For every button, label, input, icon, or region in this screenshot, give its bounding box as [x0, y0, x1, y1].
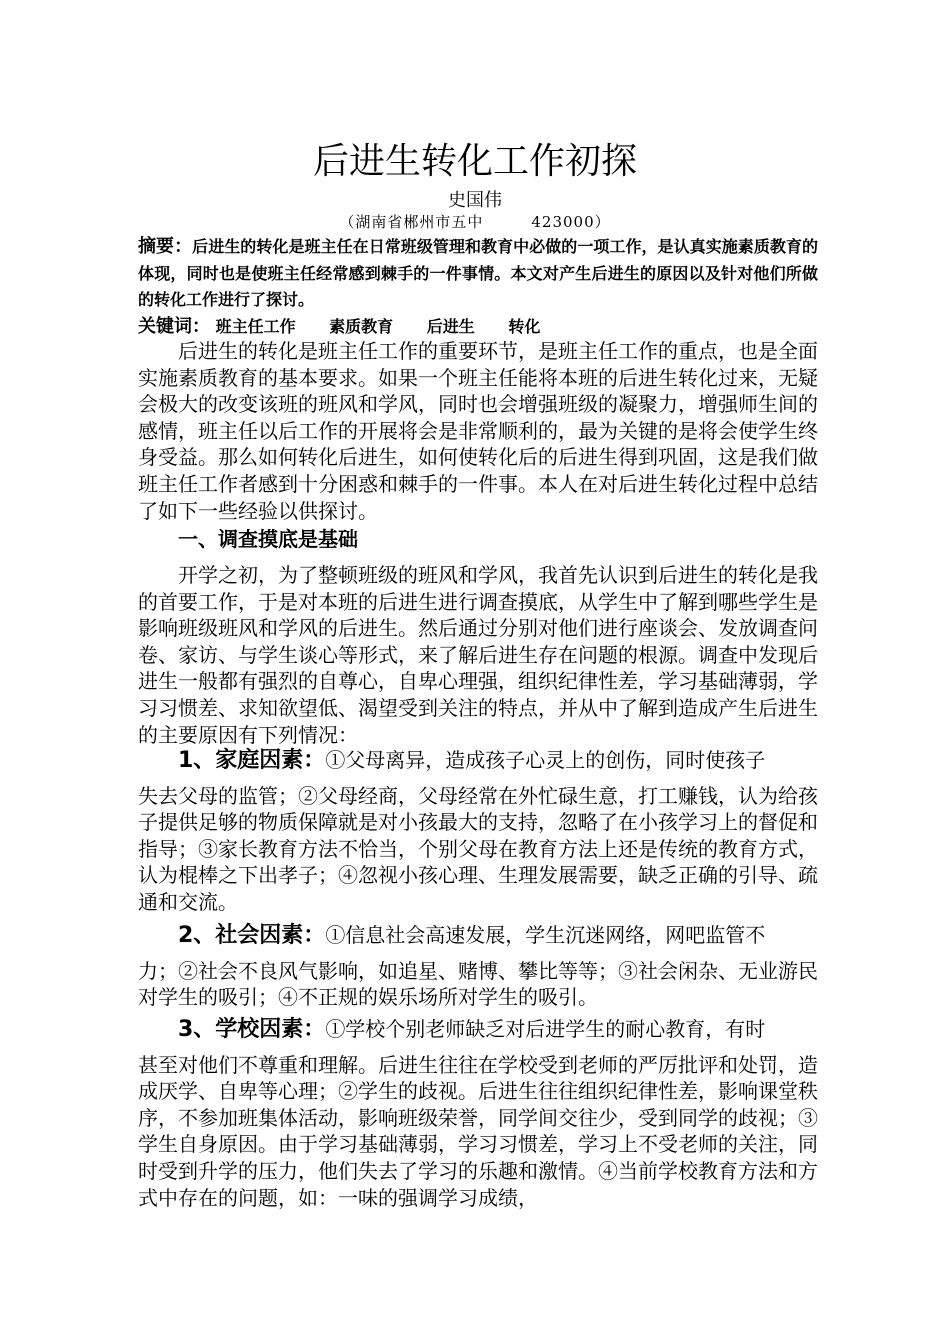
factor-school [138, 1016, 818, 1211]
section-heading: 一、调查摸底是基础 [178, 527, 358, 551]
abstract-text: 后进生的转化是班主任在日常班级管理和教育中必做的一项工作，是认真实施素质教育的体现，同时也是使班主任经常感到棘手的一件事情。本文对产生后进生的原因以及针对他们所做的转化工作进行了探讨。 [138, 237, 818, 309]
factor-first-line [138, 1016, 818, 1044]
keyword: 后进生 [426, 317, 475, 336]
keywords-label: 关键词： [138, 316, 210, 337]
factor-text-continued: 甚至对他们不尊重和理解。后进生往往在学校受到老师的严厉批评和处罚，造成厌学、自卑等心理；②学生的歧视。后进生往往组织纪律性差，影响课堂秩序，不参加班集体活动，影响班级荣誉，同学间交往少，受到同学的歧视；③学生自身原因。由于学习基础薄弱，学习习惯差，学习上不受老师的关注，同时受到升学的压力，他们失去了学习的乐趣和激情。④当前学校教育方法和方式中存在的问题，如：一味的强调学习成绩， [138, 1052, 818, 1210]
affiliation-postcode: 423000） [531, 213, 611, 231]
factor-text-continued: 力；②社会不良风气影响，如追星、赌博、攀比等等；③社会闲杂、无业游民对学生的吸引；④不正规的娱乐场所对学生的吸引。 [138, 958, 818, 1010]
keywords [138, 314, 818, 340]
factor-text: ①父母离异，造成孩子心灵上的创伤，同时使孩子 [325, 748, 766, 772]
affiliation-school: （湖南省郴州市五中 [339, 213, 484, 231]
factor-first-line [138, 747, 818, 775]
keyword: 素质教育 [329, 317, 394, 336]
keyword: 转化 [508, 317, 541, 336]
intro-paragraph: 后进生的转化是班主任工作的重要环节，是班主任工作的重点，也是全面实施素质教育的基本要求。如果一个班主任能将本班的后进生转化过来，无疑会极大的改变该班的班风和学风，同时也会增强班级的凝聚力，增强师生间的感情，班主任以后工作的开展将会是非常顺利的，最为关键的是将会使学生终身受益。那么如何转化后进生，如何使转化后的后进生得到巩固，这是我们做班主任工作者感到十分困惑和棘手的一件事。本人在对后进生转化过程中总结了如下一些经验以供探讨。 [138, 339, 818, 523]
factor-text: ①学校个别老师缺乏对后进学生的耐心教育，有时 [325, 1017, 766, 1041]
factor-text-continued: 失去父母的监管；②父母经商，父母经常在外忙碌生意，打工赚钱，认为给孩子提供足够的物质保障就是对小孩最大的支持，忽略了在小孩学习上的督促和指导；③家长教育方法不恰当，个别父母在教育方法上还是传统的教育方式，认为棍棒之下出孝子；④忽视小孩心理、生理发展需要，缺乏正确的引导、疏通和交流。 [138, 783, 818, 914]
keyword: 班主任工作 [215, 317, 296, 336]
document-title: 后进生转化工作初探 [312, 141, 637, 182]
factor-label: 3、学校因素： [178, 1017, 326, 1042]
abstract [138, 234, 818, 314]
section-paragraph: 开学之初，为了整顿班级的班风和学风，我首先认识到后进生的转化是我的首要工作，于是对本班的后进生进行调查摸底，从学生中了解到哪些学生是影响班级班风和学风的后进生。然后通过分别对他们进行座谈会、发放调查问卷、家访、与学生谈心等形式，来了解后进生存在问题的根源。调查中发现后进生一般都有强烈的自尊心，自卑心理强，组织纪律性差，学习基础薄弱，学习习惯差、求知欲望低、渴望受到关注的特点，并从中了解到造成产生后进生的主要原因有下列情况： [138, 563, 818, 747]
affiliation [0, 211, 950, 233]
abstract-label: 摘要： [138, 236, 193, 257]
factor-label: 1、家庭因素： [178, 748, 326, 773]
factor-label: 2、社会因素： [178, 923, 326, 948]
factor-family [138, 747, 818, 916]
author-name: 史国伟 [448, 190, 502, 211]
factor-society [138, 922, 818, 1011]
factor-text: ①信息社会高速发展，学生沉迷网络，网吧监管不 [325, 923, 766, 947]
factor-first-line [138, 922, 818, 950]
